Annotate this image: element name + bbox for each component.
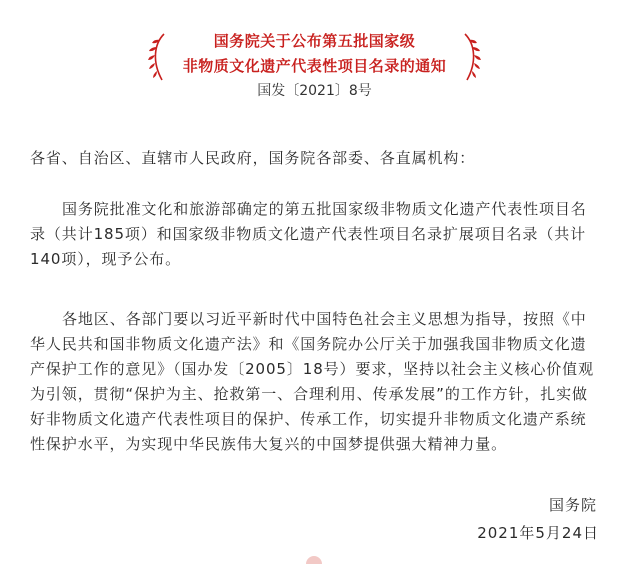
paragraph-2: 各地区、各部门要以习近平新时代中国特色社会主义思想为指导，按照《中华人民共和国非物质文化遗产法》和《国务院办公厅关于加强我国非物质文化遗产保护工作的意见》（国办发〔2005〕18号）要求，坚持以社会主义核心价值观为引领，贯彻“保护为主、抢救第一、合理利用、传承发展”的工作方针，扎实做好非物质文化遗产代表性项目的保护、传承工作，切实提升非物质文化遗产系统性保护水平，为实现中华民族伟大复兴的中国梦提供强大精神力量。 <box>30 310 594 453</box>
addressee: 各省、自治区、直辖市人民政府，国务院各部委、各直属机构： <box>30 149 476 167</box>
title-line-1: 国务院关于公布第五批国家级 <box>213 32 416 50</box>
document-header <box>0 18 629 104</box>
signature: 国务院 <box>548 496 597 514</box>
issue-date: 2021年5月24日 <box>477 524 599 542</box>
paragraph-1: 国务院批准文化和旅游部确定的第五批国家级非物质文化遗产代表性项目名录（共计185项）和国家级非物质文化遗产代表性项目名录扩展项目名录（共计140项），现予公布。 <box>30 200 587 268</box>
document-number: 国发〔2021〕8号 <box>257 83 372 99</box>
title-line-2: 非物质文化遗产代表性项目名录的通知 <box>182 57 447 75</box>
